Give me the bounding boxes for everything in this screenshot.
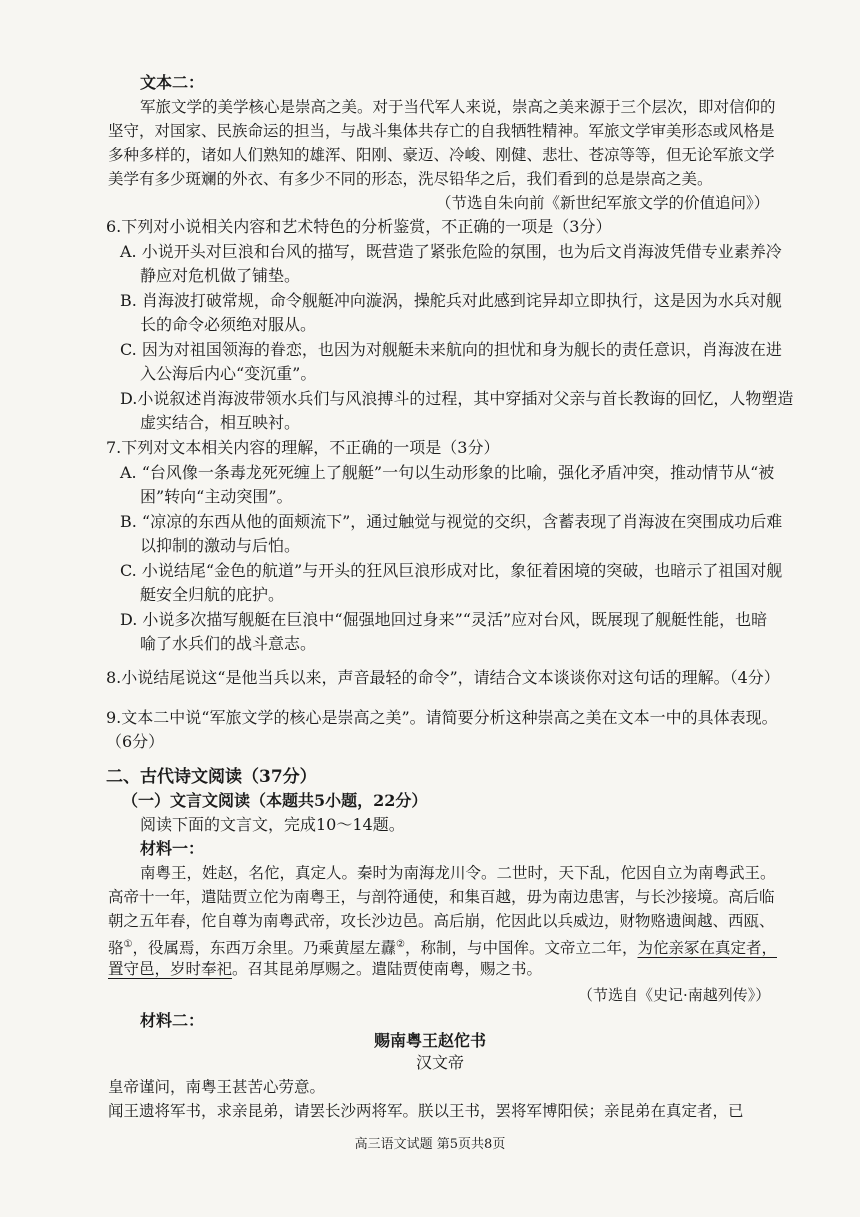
subsection-title: （一）文言文阅读（本题共5小题，22分） [122,791,428,810]
section-title: 二、古代诗文阅读（37分） [106,767,317,787]
text2-line: 美学有多少斑斓的外衣、有多少不同的形态，洗尽铅华之后，我们看到的总是崇高之美。 [108,170,713,188]
footnote-mark: ② [396,939,405,950]
q6-option-a-cont: 静应对危机做了铺垫。 [140,266,301,285]
material-1-line: 高帝十一年，遣陆贾立佗为南粤王，与剖符通使，和集百越，毋为南边患害，与长沙接境。高后临 [108,888,775,906]
material-1-line: 南粤王，姓赵，名佗，真定人。秦时为南海龙川令。二世时，天下乱，佗因自立为南粤武王。 [140,864,776,882]
text2-line: 坚守，对国家、民族命运的担当，与战斗集体共存亡的自我牺牲精神。军旅文学审美形态或风格是 [108,122,775,140]
q7-option-d: D. 小说多次描写舰艇在巨浪中“倔强地回过身来”“灵活”应对台风，既展现了舰艇性能，也暗 [120,610,768,629]
question-7-stem: 7.下列对文本相关内容的理解，不正确的一项是（3分） [106,438,500,457]
footnote-mark: ① [123,939,133,950]
q6-option-d-cont: 虚实结合，相互映衬。 [140,413,301,432]
material-2-author: 汉文帝 [415,1053,464,1072]
text2-line: 多种多样的，诸如人们熟知的雄浑、阳刚、豪迈、冷峻、刚健、悲壮、苍凉等等，但无论军旅文学 [108,146,775,164]
q7-option-c: C. 小说结尾“金色的航道”与开头的狂风巨浪形成对比，象征着困境的突破，也暗示了祖国对舰 [120,561,783,580]
material-1-line: 骆①，役属焉，东西万余里。乃乘黄屋左纛②，称制，与中国侔。文帝立二年，为佗亲冢在真定者， [108,939,777,958]
q7-option-d-cont: 喻了水兵们的战斗意志。 [140,634,317,653]
q6-option-b: B. 肖海波打破常规，命令舰艇冲向漩涡，操舵兵对此感到诧异却立即执行，这是因为水兵对舰 [120,291,782,310]
q6-option-c-cont: 入公海后内心“变沉重”。 [140,364,317,383]
text2-line: 军旅文学的美学核心是崇高之美。对于当代军人来说，崇高之美来源于三个层次，即对信仰的 [140,98,776,116]
q6-option-d: D.小说叙述肖海波带领水兵们与风浪搏斗的过程，其中穿插对父亲与首长教诲的回忆，人物塑造 [120,389,794,408]
q7-option-a-cont: 困”转向“主动突围”。 [140,487,293,506]
question-6-stem: 6.下列对小说相关内容和艺术特色的分析鉴赏，不正确的一项是（3分） [106,217,612,236]
underlined-sentence: 为佗亲冢在真定者， [637,939,777,958]
question-8: 8.小说结尾说这“是他当兵以来，声音最轻的命令”，请结合文本谈谈你对这句话的理解。（4分） [106,668,780,687]
material-2-line: 闻王遗将军书，求亲昆弟，请罢长沙两将军。朕以王书，罢将军博阳侯；亲昆弟在真定者，已 [108,1102,744,1120]
material-1-source: （节选自《史记·南越列传》） [578,986,771,1004]
text2-heading: 文本二： [140,73,205,92]
q7-option-b: B. “凉凉的东西从他的面颊流下”，通过触觉与视觉的交织，含蓄表现了肖海波在突围成功后难 [120,512,783,531]
material-1-line: 置守邑，岁时奉祀。召其昆弟厚赐之。遣陆贾使南粤，赐之书。 [108,960,543,978]
material-2-line: 皇帝谨问，南粤王甚苦心劳意。 [108,1078,326,1096]
q6-option-c: C. 因为对祖国领海的眷恋，也因为对舰艇未来航向的担忧和身为舰长的责任意识，肖海波在进 [120,340,782,359]
text2-source: （节选自朱向前《新世纪军旅文学的价值追问》） [436,194,770,212]
q7-option-b-cont: 以抑制的激动与后怕。 [140,536,301,555]
material-1-line: 朝之五年春，佗自尊为南粤武帝，攻长沙边邑。高后崩，佗因此以兵威边，财物赂遗闽越、西瓯、 [108,912,775,930]
material-2-label: 材料二： [140,1011,205,1030]
question-9-cont: （6分） [106,732,165,751]
q6-option-a: A. 小说开头对巨浪和台风的描写，既营造了紧张危险的氛围，也为后文肖海波凭借专业素养冷 [120,242,782,261]
material-1-label: 材料一： [140,839,205,858]
instruction: 阅读下面的文言文，完成10～14题。 [140,815,405,834]
underlined-sentence-cont: 置守邑，岁时奉祀 [108,960,233,978]
q7-option-a: A. “台风像一条毒龙死死缠上了舰艇”一句以生动形象的比喻，强化矛盾冲突，推动情节从“被 [120,463,775,482]
q7-option-c-cont: 艇安全归航的庇护。 [140,585,285,604]
material-2-title: 赐南粤王赵佗书 [373,1031,486,1050]
q6-option-b-cont: 长的命令必须绝对服从。 [140,315,317,334]
page-footer: 高三语文试题 第5页共8页 [354,1137,506,1152]
question-9: 9.文本二中说“军旅文学的核心是崇高之美”。请简要分析这种崇高之美在文本一中的具体表现。 [106,708,778,727]
